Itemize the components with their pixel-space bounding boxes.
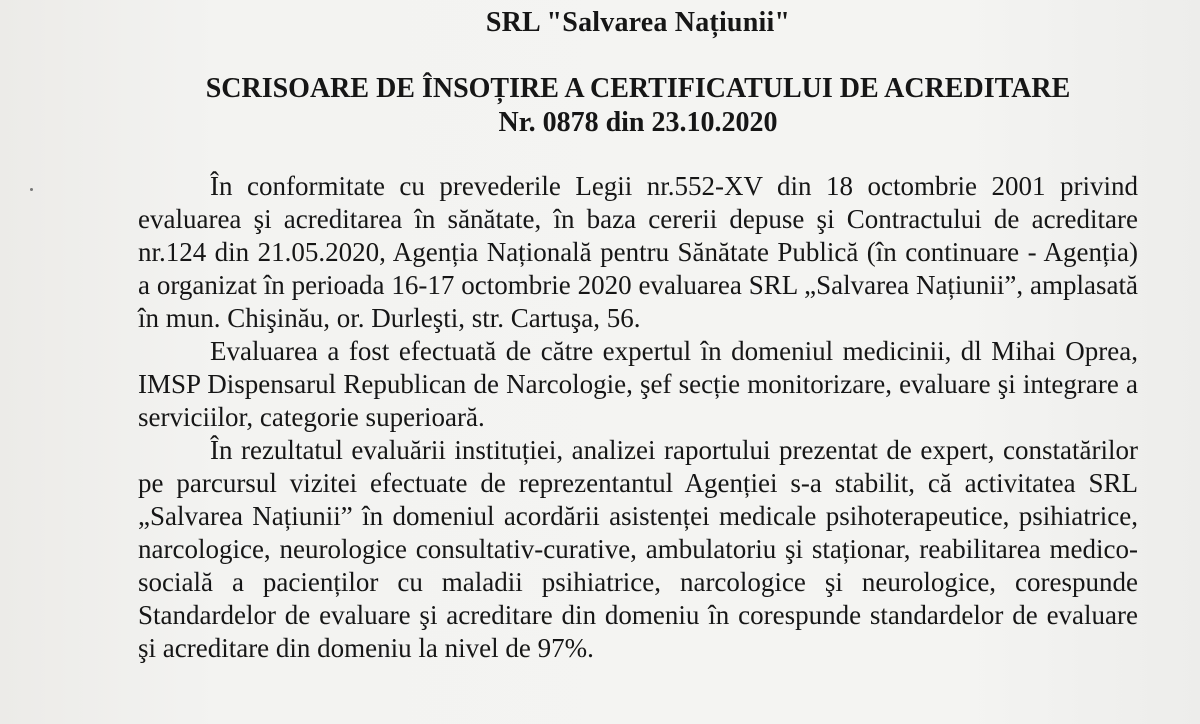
paragraph-intro: În conformitate cu prevederile Legii nr.552-XV din 18 octombrie 2001 privind evaluarea şi acreditarea în sănătate, în baza cererii depuse şi Contractului de acreditare nr.124 din 21.05.2020, Agenția Națională pentru Sănătate Publică (în continuare - Agenția) a organizat în perioada 16-17 octombrie 2020 evaluarea SRL „Salvarea Națiunii”, amplasată în mun. Chişinău, or. Durleşti, str. Cartuşa, 56. (138, 171, 1138, 333)
scan-speck (30, 188, 33, 191)
paragraph-result: În rezultatul evaluării instituției, analizei raportului prezentat de expert, constatărilor pe parcursul vizitei efectuate de reprezentantul Agenției s-a stabilit, că activitatea SRL „Salvarea Națiunii” în domeniul acordării asistenței medicale psihoterapeutice, psihiatrice, narcologice, neurologice consultativ-curative, ambulatoriu şi staționar, reabilitarea medico-socială a pacienților cu maladii psihiatrice, narcologice şi neurologice, corespunde Standardelor de evaluare şi acreditare din domeniu în corespunde standardelor de evaluare şi acreditare din domeniu la nivel de 97%. (138, 435, 1138, 663)
letter-body (138, 170, 1138, 665)
paragraph-expert: Evaluarea a fost efectuată de către expertul în domeniul medicinii, dl Mihai Oprea, IMSP Dispensarul Republican de Narcologie, şef secție monitorizare, evaluare şi integrare a serviciilor, categorie superioară. (138, 336, 1138, 432)
document-title: SCRISOARE DE ÎNSOȚIRE A CERTIFICATULUI DE ACREDITARE (205, 73, 1071, 104)
company-name: SRL "Salvarea Națiunii" (485, 7, 791, 38)
document-number: Nr. 0878 din 23.10.2020 (498, 107, 778, 138)
